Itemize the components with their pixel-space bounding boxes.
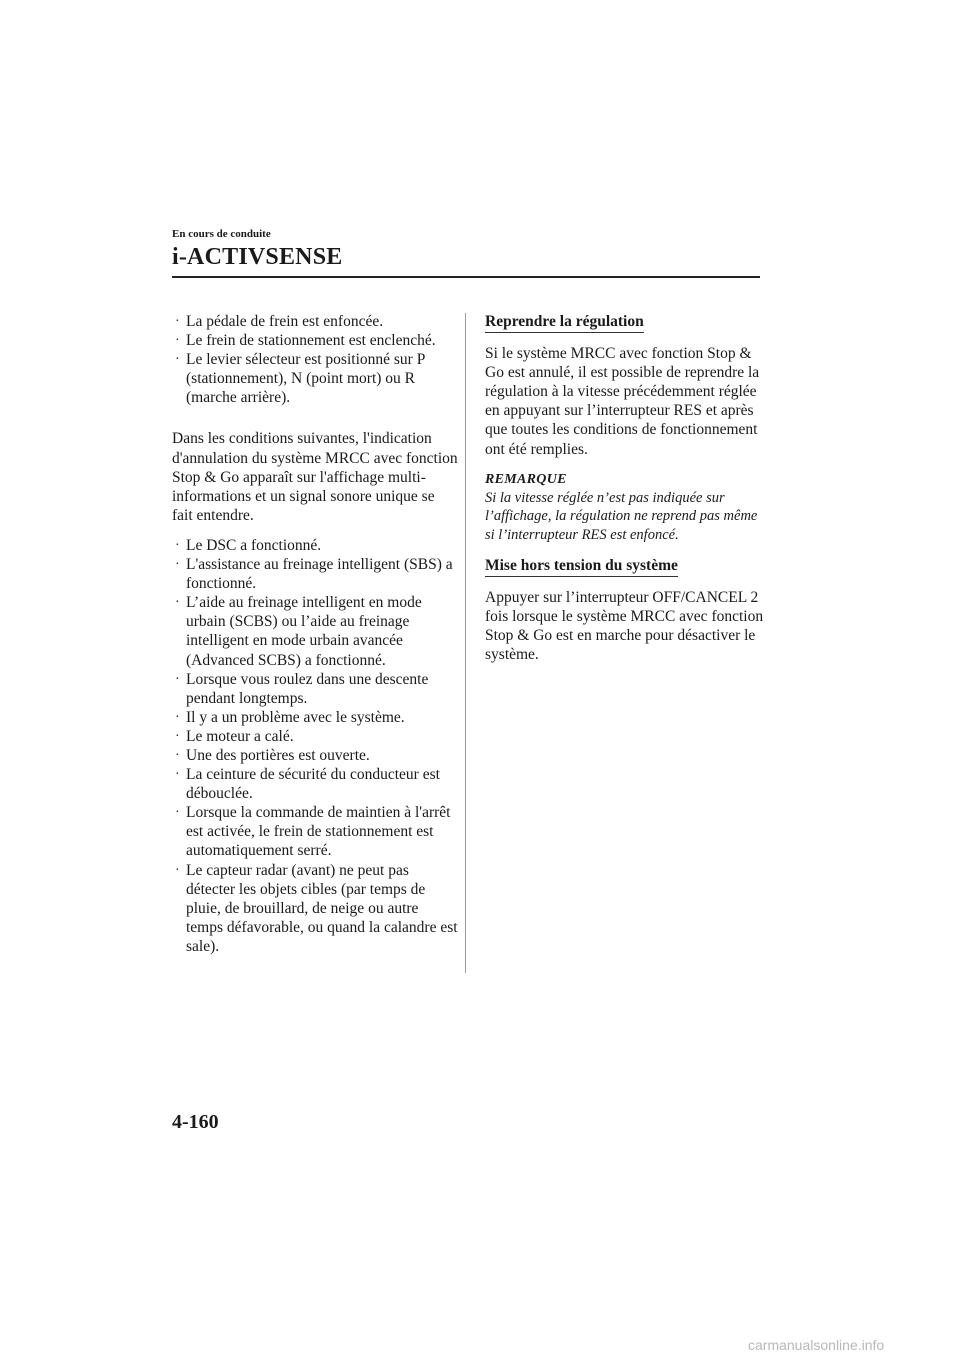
list-item: · L’aide au freinage intelligent en mode urbain (SCBS) ou l’aide au freinage intelligent en mode urbain avancée (Advanced SCBS) a fonctionné. [175,594,422,669]
bullet-icon: · [175,314,180,329]
list-item: · La pédale de frein est enfoncée. [175,313,384,330]
bullet-icon: · [175,862,180,878]
note-text: Si la vitesse réglée n’est pas indiquée sur l’affichage, la régulation ne reprend pas même si l’interrupteur RES est enfoncé. [485,489,758,543]
bullet-list-cancel-conditions [172,536,458,956]
system-off-heading: Mise hors tension du système [485,556,678,577]
left-column [172,312,458,956]
bullet-icon: · [175,767,180,783]
list-item: · Lorsque vous roulez dans une descente pendant longtemps. [175,670,429,707]
note-heading: REMARQUE [485,471,567,487]
list-item: · Une des portières est ouverte. [175,746,370,764]
bullet-icon: · [175,557,180,573]
list-item: · Le levier sélecteur est positionné sur P (stationnement), N (point mort) ou R (marche arrière). [175,351,425,407]
list-item: · Le frein de stationnement est enclenché. [175,332,436,350]
bullet-icon: · [175,805,180,821]
bullet-icon: · [175,595,180,611]
resume-heading: Reprendre la régulation [485,312,644,333]
right-column [485,312,765,664]
list-item: · Le DSC a fonctionné. [175,536,322,554]
bullet-icon: · [175,747,180,763]
chapter-title: i-ACTIVSENSE [172,244,343,270]
bullet-icon: · [175,352,180,368]
list-item: · Il y a un problème avec le système. [175,708,405,726]
page-number: 4-160 [172,1111,219,1133]
bullet-list-brake-conditions [172,312,458,407]
bullet-icon: · [175,537,180,553]
section-label: En cours de conduite [172,228,271,240]
list-item: · Le moteur a calé. [175,727,294,745]
list-item: · La ceinture de sécurité du conducteur est débouclée. [175,766,440,803]
list-item: · Lorsque la commande de maintien à l'arrêt est activée, le frein de stationnement est automatiquement serré. [175,804,451,860]
list-item: · Le capteur radar (avant) ne peut pas détecter les objets cibles (par temps de pluie, de brouillard, de neige ou autre temps défavorable, ou quand la calandre est sale). [175,861,458,955]
watermark: carmanualsonline.info [748,1337,885,1353]
resume-paragraph: Si le système MRCC avec fonction Stop & Go est annulé, il est possible de reprendre la régulation à la vitesse précédemment réglée en appuyant sur l’interrupteur RES et après que toutes les conditions de fonctionnement ont été remplies. [485,345,760,458]
header-divider [172,276,760,278]
column-divider [465,313,466,973]
system-off-paragraph: Appuyer sur l’interrupteur OFF/CANCEL 2 fois lorsque le système MRCC avec fonction Stop & Go est en marche pour désactiver le système. [485,588,764,663]
bullet-icon: · [175,671,180,687]
bullet-icon: · [175,333,180,349]
bullet-icon: · [175,709,180,725]
cancel-conditions-paragraph: Dans les conditions suivantes, l'indication d'annulation du système MRCC avec fonction Stop & Go apparaît sur l'affichage multi-informations et un signal sonore unique se fait entendre. [172,430,458,524]
list-item: · L'assistance au freinage intelligent (SBS) a fonctionné. [175,556,453,593]
bullet-icon: · [175,728,180,744]
